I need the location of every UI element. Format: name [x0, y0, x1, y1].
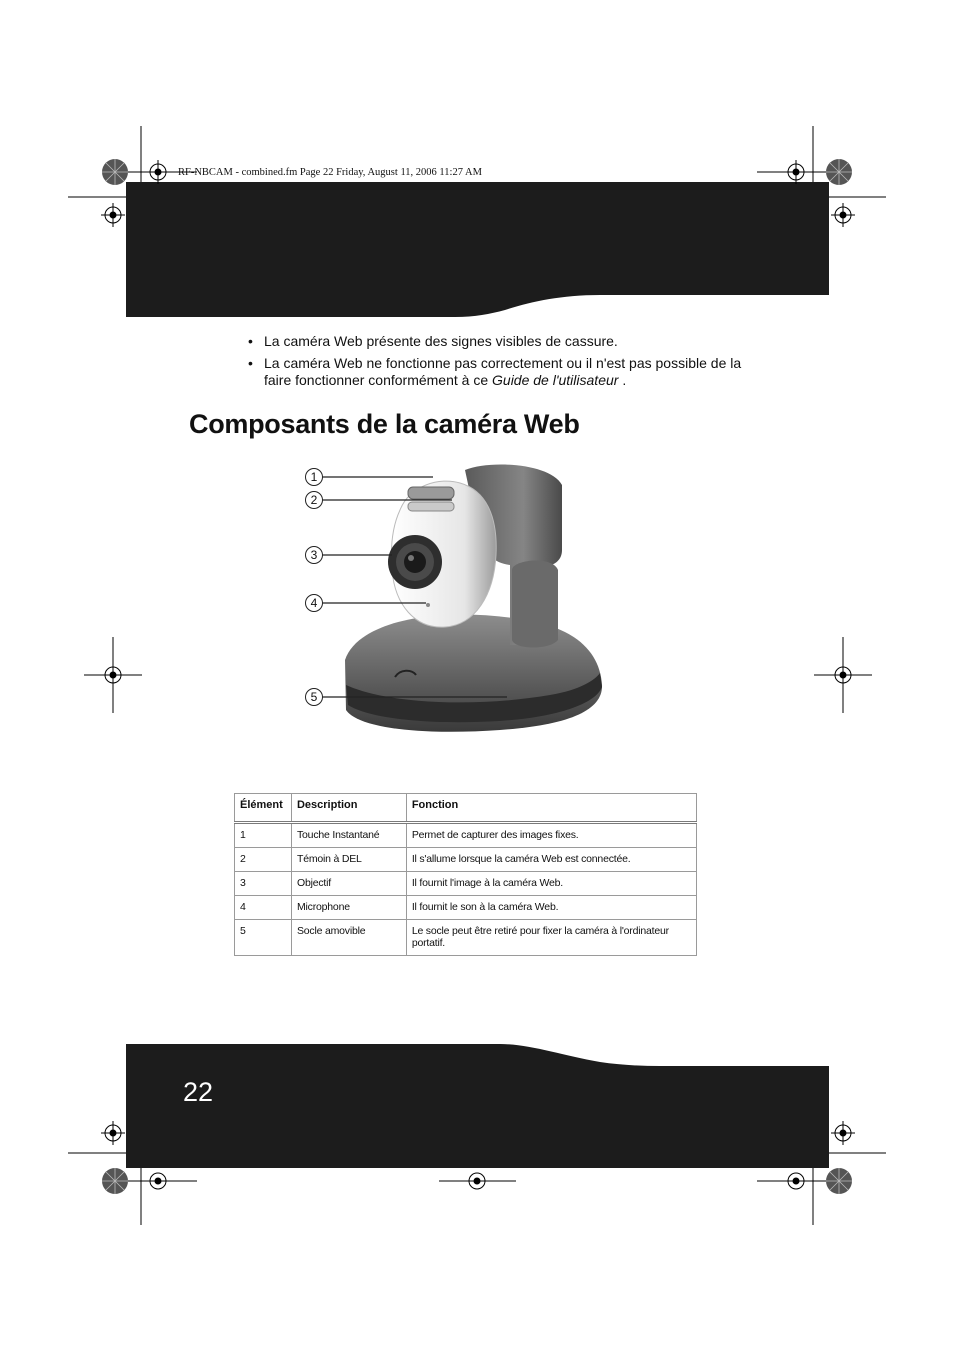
webcam-figure — [300, 455, 650, 790]
table-cell: Il s'allume lorsque la caméra Web est connectée. — [406, 848, 696, 872]
table-cell: Objectif — [291, 872, 406, 896]
table-row — [235, 896, 697, 920]
table-row — [235, 823, 697, 848]
snapshot-button — [408, 487, 454, 499]
table-row — [235, 920, 697, 956]
table-cell: Témoin à DEL — [291, 848, 406, 872]
callout-3: 3 — [305, 546, 323, 564]
table-cell: Microphone — [291, 896, 406, 920]
column-header: Fonction — [406, 794, 696, 823]
table-row — [235, 872, 697, 896]
callout-4: 4 — [305, 594, 323, 612]
section-title: Composants de la caméra Web — [189, 409, 580, 439]
table-cell: Permet de capturer des images fixes. — [406, 823, 696, 848]
footer-band — [126, 1044, 829, 1168]
bullet-marker: • — [248, 355, 253, 371]
bullet-italic-ref: Guide de l'utilisateur — [492, 372, 619, 388]
table-cell: 3 — [235, 872, 292, 896]
table-header-row — [235, 794, 697, 823]
bullet-item — [248, 355, 768, 389]
table-cell: Socle amovible — [291, 920, 406, 956]
header-band — [126, 182, 829, 317]
table-cell: 4 — [235, 896, 292, 920]
bullet-text-end: . — [618, 372, 627, 388]
table-cell: Il fournit l'image à la caméra Web. — [406, 872, 696, 896]
microphone — [426, 603, 430, 607]
table-cell: 1 — [235, 823, 292, 848]
bullet-marker: • — [248, 333, 253, 349]
lens — [404, 551, 426, 573]
table-row — [235, 848, 697, 872]
page-number: 22 — [183, 1077, 214, 1107]
bullet-text: La caméra Web ne fonctionne pas correctement ou il n'est pas possible de la faire fonctionner conformément à ce — [264, 355, 742, 388]
callout-1: 1 — [305, 468, 323, 486]
callout-2: 2 — [305, 491, 323, 509]
table-cell: Il fournit le son à la caméra Web. — [406, 896, 696, 920]
column-header: Description — [291, 794, 406, 823]
table-cell: Touche Instantané — [291, 823, 406, 848]
print-slug: RF-NBCAM - combined.fm Page 22 Friday, August 11, 2006 11:27 AM — [178, 167, 482, 178]
components-table — [234, 793, 697, 956]
table-cell: 2 — [235, 848, 292, 872]
bullet-list — [248, 333, 768, 394]
column-header: Élément — [235, 794, 292, 823]
webcam-illustration — [300, 455, 650, 790]
table-cell: Le socle peut être retiré pour fixer la caméra à l'ordinateur portatif. — [406, 920, 696, 956]
led-indicator — [408, 502, 454, 511]
table-cell: 5 — [235, 920, 292, 956]
bullet-item — [248, 333, 768, 350]
bullet-text: La caméra Web présente des signes visibles de cassure. — [264, 333, 618, 349]
callout-5: 5 — [305, 688, 323, 706]
